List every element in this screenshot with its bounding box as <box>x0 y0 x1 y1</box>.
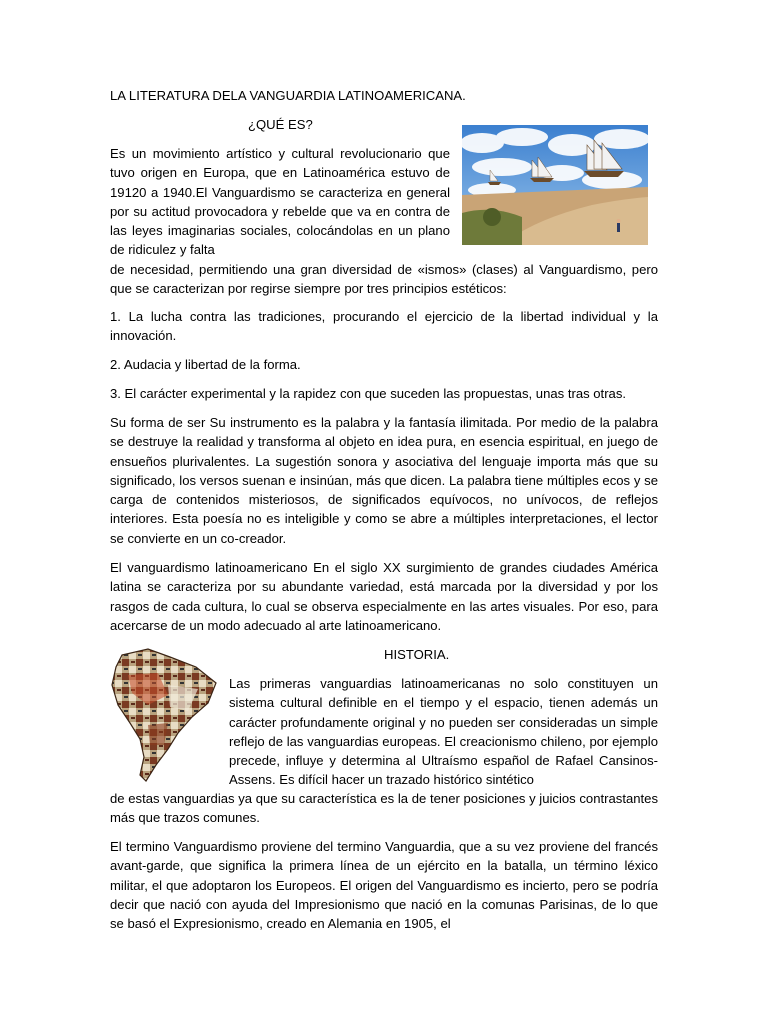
historia-paragraph-continued: de estas vanguardias ya que su característica es la de tener posiciones y juicios contrastantes más que trazos comunes. <box>110 791 658 826</box>
paragraph-instrumento: Su forma de ser Su instrumento es la palabra y la fantasía ilimitada. Por medio de la palabra se destruye la realidad y transforma al objeto en idea pura, en esencia espiritual, en juego de ensueños plurivalentes. La sugestión sonora y asociativa del lenguaje importa más que su significado, los versos suenan e insinúan, más que dicen. La palabra tiene múltiples ecos y se carga de contenidos misteriosos, de significados equívocos, no unívocos, de reflejos interiores. Esta poesía no es inteligible y como se abre a múltiples interpretaciones, el lector se convierte en un co-creador. <box>110 415 658 546</box>
south-america-collage-image <box>108 645 220 785</box>
document-title: LA LITERATURA DELA VANGUARDIA LATINOAMERICANA. <box>110 88 466 103</box>
principle-item: 1. La lucha contra las tradiciones, procurando el ejercicio de la libertad individual y la innovación. <box>110 309 658 344</box>
intro-paragraph: Es un movimiento artístico y cultural revolucionario que tuvo origen en Europa, que en Latinoamérica estuvo de 19120 a 1940.El Vanguardismo se caracteriza en general por su actitud provocadora y rebelde que va en contra de las leyes imaginarias sociales, colocándolas en un plano de ridiculez y falta <box>110 146 450 258</box>
section-heading-que-es: ¿QUÉ ES? <box>248 117 313 132</box>
intro-paragraph-continued: de necesidad, permitiendo una gran diversidad de «ismos» (clases) al Vanguardismo, pero que se caracterizan por regirse siempre por tres principios estéticos: <box>110 262 658 297</box>
principle-item: 3. El carácter experimental y la rapidez con que suceden las propuestas, unas tras otras. <box>110 386 627 401</box>
historia-paragraph: Las primeras vanguardias latinoamericanas no solo constituyen un sistema cultural definible en el tiempo y el espacio, tienen además un carácter profundamente original y no pueden ser consideradas un simple reflejo de las vanguardias europeas. El creacionismo chileno, por ejemplo precede, influye y determina al Ultraísmo español de Rafael Cansinos-Assens. Es difícil hacer un trazado histórico sintético <box>229 676 658 788</box>
ship-painting-image <box>462 125 648 245</box>
principle-item: 2. Audacia y libertad de la forma. <box>110 357 301 372</box>
paragraph-vanguardismo-latinoamericano: El vanguardismo latinoamericano En el siglo XX surgimiento de grandes ciudades América latina se caracteriza por su abundante variedad, está marcada por la diversidad y por los rasgos de cada cultura, lo cual se observa especialmente en las artes visuales. Por eso, para acercarse de un modo adecuado al arte latinoamericano. <box>110 560 658 633</box>
paragraph-termino-vanguardismo: El termino Vanguardismo proviene del termino Vanguardia, que a su vez proviene del francés avant-garde, que significa la primera línea de un ejército en la batalla, un término léxico militar, el que adoptaron los Europeos. El origen del Vanguardismo es incierto, pero se podría decir que nació con ayuda del Impresionismo que nació en la comunas Parisinas, de lo que se basó el Expresionismo, creado en Alemania en 1905, el <box>110 839 658 932</box>
section-heading-historia: HISTORIA. <box>384 647 450 662</box>
